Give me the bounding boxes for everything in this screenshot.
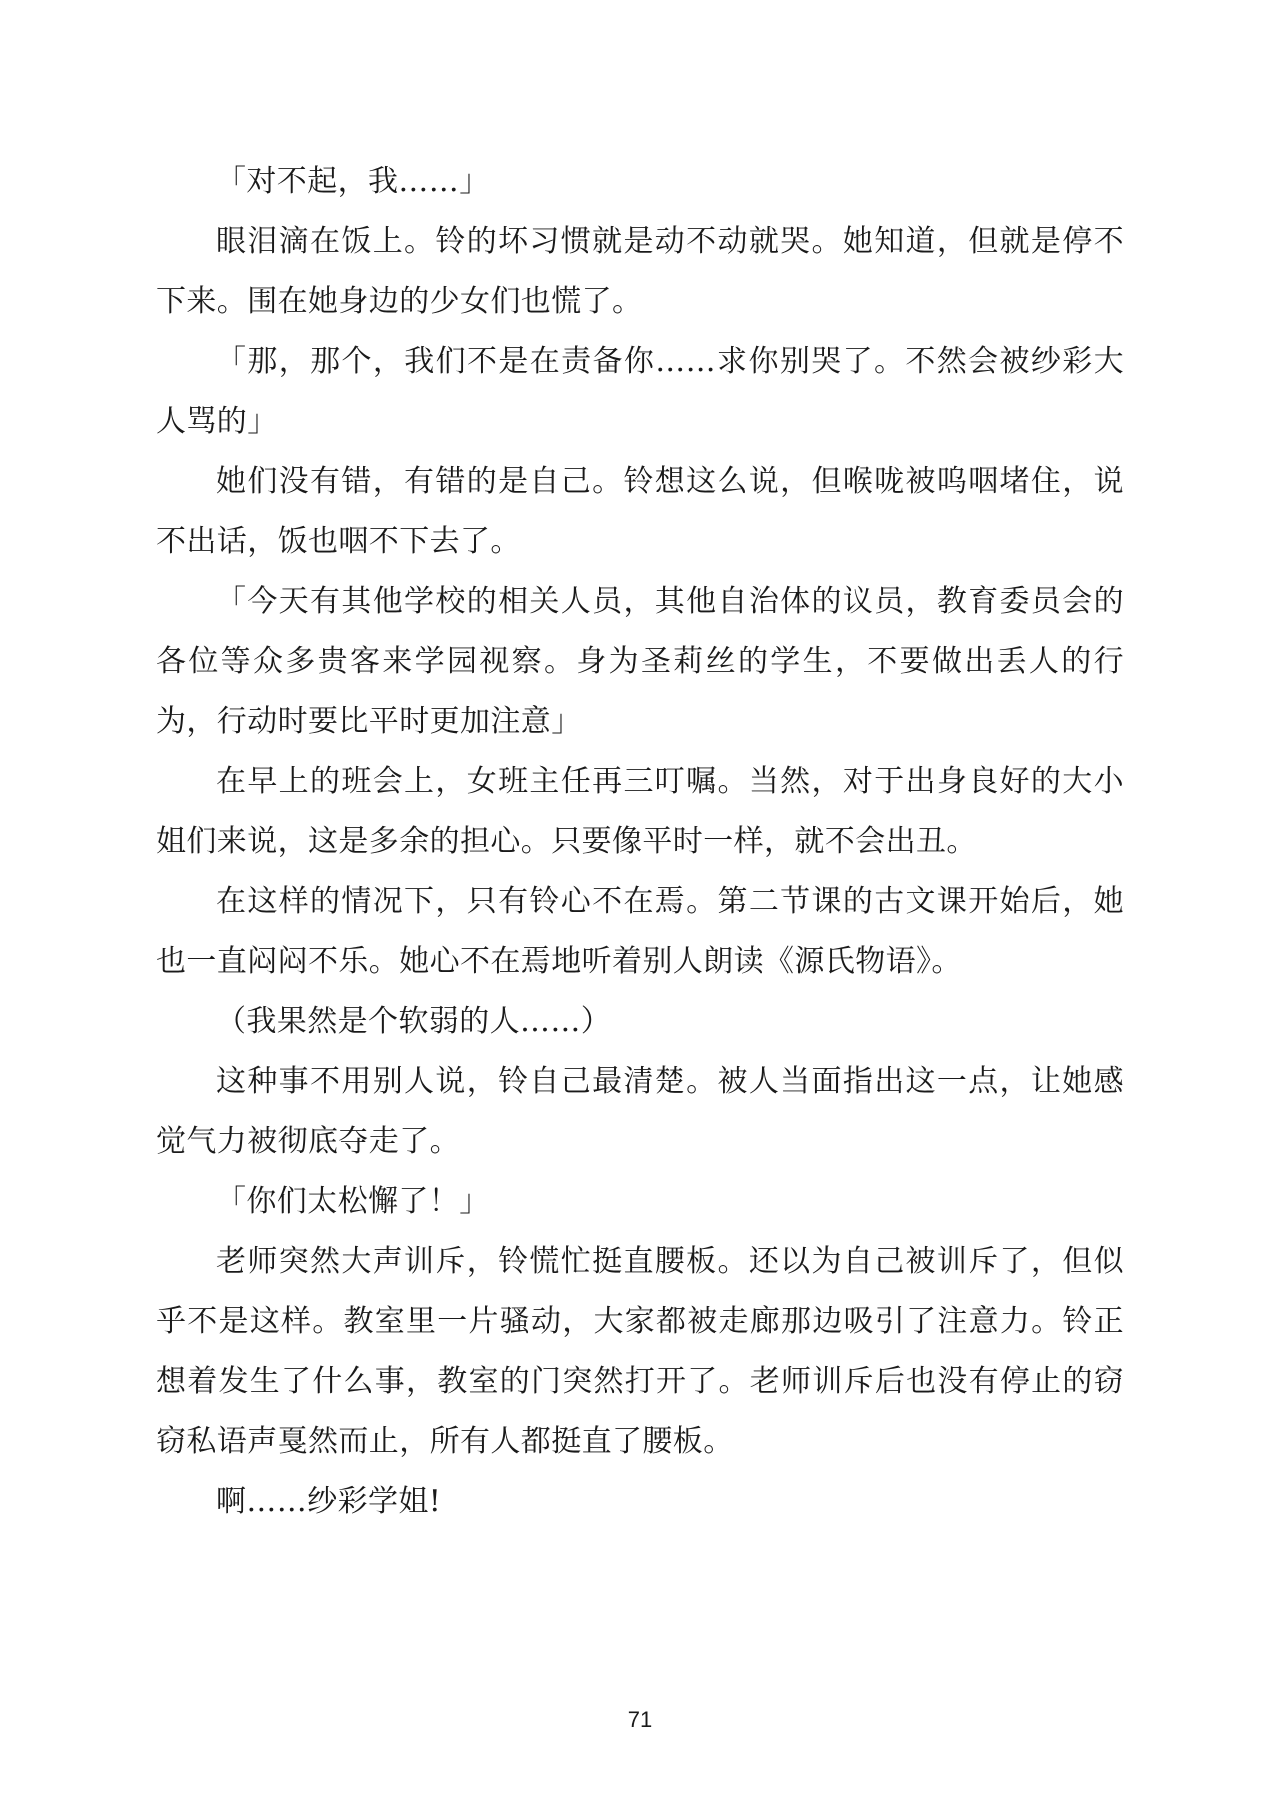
paragraph-3: 「那，那个，我们不是在责备你……求你别哭了。不然会被纱彩大人骂的」 [156,344,1124,439]
paragraph-1: 「对不起，我……」 [216,164,490,199]
body-text [156,152,1124,1532]
paragraph-11: 老师突然大声训斥，铃慌忙挺直腰板。还以为自己被训斥了，但似乎不是这样。教室里一片骚动，大家都被走廊那边吸引了注意力。铃正想着发生了什么事，教室的门突然打开了。老师训斥后也没有停止的窃窃私语声戛然而止，所有人都挺直了腰板。 [156,1244,1124,1459]
page-number: 71 [627,1707,653,1732]
paragraph-4: 她们没有错，有错的是自己。铃想这么说，但喉咙被呜咽堵住，说不出话，饭也咽不下去了。 [156,464,1124,559]
paragraph-7: 在这样的情况下，只有铃心不在焉。第二节课的古文课开始后，她也一直闷闷不乐。她心不在焉地听着别人朗读《源氏物语》。 [156,884,1124,979]
paragraph-12: 啊……纱彩学姐! [216,1484,442,1519]
paragraph-8: （我果然是个软弱的人……） [216,1004,612,1039]
paragraph-5: 「今天有其他学校的相关人员，其他自治体的议员，教育委员会的各位等众多贵客来学园视察。身为圣莉丝的学生，不要做出丢人的行为，行动时要比平时更加注意」 [156,584,1124,739]
paragraph-6: 在早上的班会上，女班主任再三叮嘱。当然，对于出身良好的大小姐们来说，这是多余的担心。只要像平时一样，就不会出丑。 [156,764,1124,859]
paragraph-9: 这种事不用别人说，铃自己最清楚。被人当面指出这一点，让她感觉气力被彻底夺走了。 [156,1064,1124,1159]
paragraph-2: 眼泪滴在饭上。铃的坏习惯就是动不动就哭。她知道，但就是停不下来。围在她身边的少女们也慌了。 [156,224,1124,319]
paragraph-10: 「你们太松懈了！」 [216,1184,490,1219]
